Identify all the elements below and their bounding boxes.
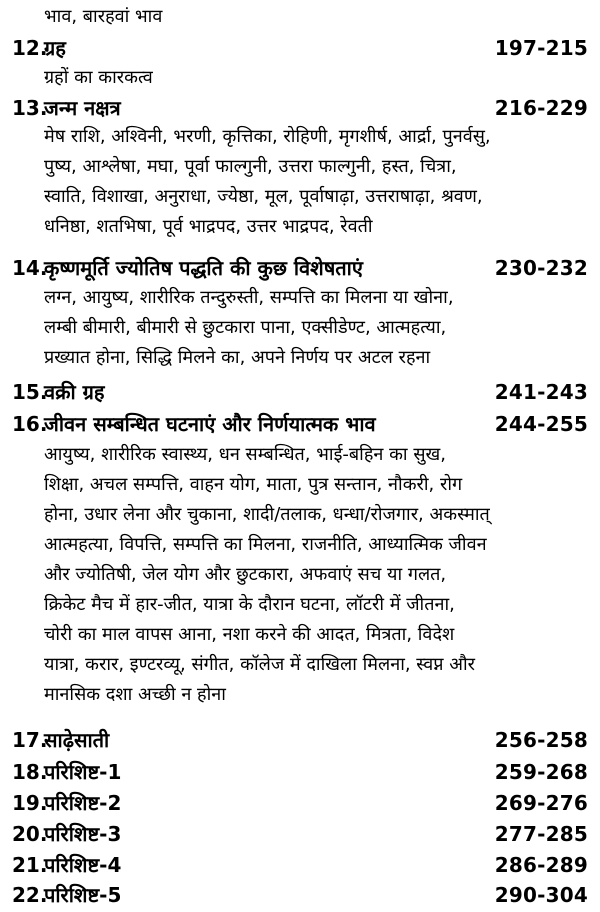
desc-line: पुष्य, आश्लेषा, मघा, पूर्वा फाल्गुनी, उत्तरा फाल्गुनी, हस्त, चित्रा,: [44, 156, 457, 177]
entry-title: ग्रह: [44, 36, 66, 60]
entry-number: 13.: [12, 96, 48, 120]
desc-line: यात्रा, करार, इण्टरव्यू, संगीत, कॉलेज में दाखिला मिलना, स्वप्न और: [44, 654, 476, 675]
desc-line: होना, उधार लेना और चुकाना, शादी/तलाक, धन्धा/रोजगार, अकस्मात्: [44, 504, 490, 525]
entry-number: 18.: [12, 760, 48, 784]
entry-page-range: 259-268: [494, 760, 588, 784]
entry-number: 20.: [12, 822, 48, 846]
continuation-line: [44, 2, 590, 32]
toc-entry-13[interactable]: [12, 94, 588, 122]
entry-number: 14.: [12, 256, 48, 280]
entry-number: 12.: [12, 36, 48, 60]
entry-page-range: 256-258: [494, 728, 588, 752]
desc-line: लम्बी बीमारी, बीमारी से छुटकारा पाना, एक्सीडेण्ट, आत्महत्या,: [44, 317, 447, 338]
desc-line: क्रिकेट मैच में हार-जीत, यात्रा के दौरान घटना, लॉटरी में जीतना,: [44, 594, 455, 615]
toc-entry-18[interactable]: [12, 758, 588, 786]
entry-page-range: 244-255: [494, 412, 588, 436]
entry-page-range: 216-229: [494, 96, 588, 120]
desc-line: मानसिक दशा अच्छी न होना: [44, 684, 226, 705]
desc-line: आत्महत्या, विपत्ति, सम्पत्ति का मिलना, राजनीति, आध्यात्मिक जीवन: [44, 534, 487, 555]
entry-page-range: 290-304: [494, 883, 588, 907]
desc-line: प्रख्यात होना, सिद्धि मिलने का, अपने निर्णय पर अटल रहना: [44, 347, 431, 368]
toc-entry-15[interactable]: [12, 378, 588, 406]
entry-title: परिशिष्ट-5: [44, 883, 122, 907]
entry-title: जीवन सम्बन्धित घटनाएं और निर्णयात्मक भाव: [44, 412, 376, 436]
entry-title: परिशिष्ट-3: [44, 822, 122, 846]
entry-title: वक्री ग्रह: [44, 380, 105, 404]
toc-entry-21[interactable]: [12, 851, 588, 879]
desc-line: और ज्योतिषी, जेल योग और छुटकारा, अफवाएं सच या गलत,: [44, 564, 447, 585]
entry-description: [44, 440, 590, 710]
entry-title: साढ़ेसाती: [44, 728, 110, 752]
desc-line: शिक्षा, अचल सम्पत्ति, वाहन योग, माता, पुत्र सन्तान, नौकरी, रोग: [44, 474, 463, 495]
entry-page-range: 277-285: [494, 822, 588, 846]
desc-line: ग्रहों का कारकत्व: [44, 67, 153, 88]
entry-description: [44, 283, 590, 373]
entry-page-range: 241-243: [494, 380, 588, 404]
entry-page-range: 230-232: [494, 256, 588, 280]
entry-title: कृष्णमूर्ति ज्योतिष पद्धति की कुछ विशेषताएं: [44, 256, 363, 280]
toc-entry-12[interactable]: [12, 34, 588, 62]
entry-page-range: 269-276: [494, 791, 588, 815]
entry-number: 21.: [12, 853, 48, 877]
toc-entry-20[interactable]: [12, 820, 588, 848]
toc-entry-14[interactable]: [12, 254, 588, 282]
toc-entry-22[interactable]: [12, 881, 588, 909]
desc-line: आयुष्य, शारीरिक स्वास्थ्य, धन सम्बन्धित, भाई-बहिन का सुख,: [44, 444, 446, 465]
entry-page-range: 197-215: [494, 36, 588, 60]
entry-number: 16.: [12, 412, 48, 436]
toc-entry-17[interactable]: [12, 726, 588, 754]
desc-line: मेष राशि, अश्विनी, भरणी, कृत्तिका, रोहिणी, मृगशीर्ष, आर्द्रा, पुनर्वसु,: [44, 126, 491, 147]
entry-title: जन्म नक्षत्र: [44, 96, 121, 120]
entry-number: 22.: [12, 883, 48, 907]
entry-description: [44, 63, 590, 93]
entry-number: 17.: [12, 728, 48, 752]
desc-line: भाव, बारहवां भाव: [44, 6, 163, 27]
entry-title: परिशिष्ट-1: [44, 760, 122, 784]
entry-number: 19.: [12, 791, 48, 815]
entry-title: परिशिष्ट-2: [44, 791, 122, 815]
desc-line: चोरी का माल वापस आना, नशा करने की आदत, मित्रता, विदेश: [44, 624, 455, 645]
desc-line: स्वाति, विशाखा, अनुराधा, ज्येष्ठा, मूल, पूर्वाषाढ़ा, उत्तराषाढ़ा, श्रवण,: [44, 186, 483, 207]
toc-entry-19[interactable]: [12, 789, 588, 817]
desc-line: लग्न, आयुष्य, शारीरिक तन्दुरुस्ती, सम्पत्ति का मिलना या खोना,: [44, 287, 454, 308]
entry-title: परिशिष्ट-4: [44, 853, 122, 877]
desc-line: धनिष्ठा, शतभिषा, पूर्व भाद्रपद, उत्तर भाद्रपद, रेवती: [44, 216, 373, 237]
entry-description: [44, 122, 590, 242]
entry-number: 15.: [12, 380, 48, 404]
entry-page-range: 286-289: [494, 853, 588, 877]
toc-entry-16[interactable]: [12, 410, 588, 438]
